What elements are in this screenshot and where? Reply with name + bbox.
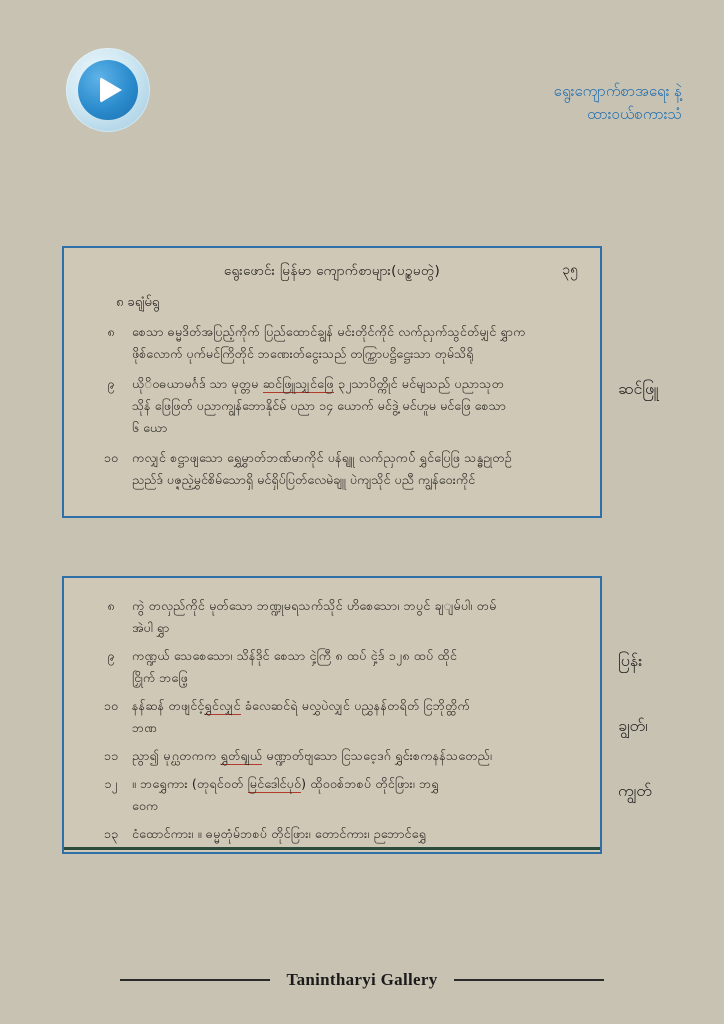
footer-divider-left [120, 979, 270, 981]
margin-annotation-chut: ချွတ်၊ [618, 716, 648, 735]
line-continuation: ညည်ဒ် ပဇ္ဍညဲ့မွှင်စိမ်သောရှိ မင်ရှိပ်ပြတ်လေမဲချူ ပဲကျသိုင် ပညီ ကျွန်ဝေးကိုင် [132, 472, 476, 487]
line-text-after: ၃၂သာပိတ္ကိုင် မင်မျသည် ပညာသုတ [333, 376, 504, 391]
line-text-before: ။ ဘရွှေကား (တုရင်ဝတ် [132, 776, 248, 791]
page-title [554, 80, 682, 127]
line-text-after: ) ထိုဝဝစ်ဘစပ် တိုင်ဖြား၊ ဘရွှ [301, 776, 439, 791]
document-line [94, 824, 586, 844]
line-text [132, 696, 586, 716]
play-triangle-icon [100, 77, 122, 103]
line-text: ကဏ္ဍယ် သေစေသော၊ သိန်ဒိုင် စေသာ ငှဲ့ကြီ ၈ ထပ် ငှဲ့ဒ် ၁၂၈ ထပ် ထိုင် [132, 648, 457, 663]
document-title: ရွေးဖောင်း မြန်မာ ကျောက်စာများ(ပဉ္စမတွဲ) [223, 263, 441, 279]
footer-gallery-name: Tanintharyi Gallery [286, 970, 438, 989]
line-continuation: ငြှိုက် ဘဖြေ့ [132, 670, 188, 685]
red-underline-annotation: ဆင်ဖြူသျှင်ဖြေ [262, 376, 334, 391]
line-text: စေသာ ဓမ္မဒိတ်အပြည့်ကိုက် ပြည်ထောင်ချွန် မင်းတိုင်ကိုင် လက်ညှက်သွင်တ်မျှင် ရွှာက [132, 324, 526, 339]
panel-1-content [64, 248, 600, 516]
red-underline-annotation: ရွှတ်ရျယ် [220, 748, 263, 763]
red-underline-annotation: ရွှင်လျှင် [204, 698, 241, 713]
footer [0, 970, 724, 990]
line-text-after: မဏ္ဍာတ်ဗျသော ငြသငေ့ဒဂ် ရွှင်းစကနန်သတေည်၊ [262, 748, 493, 763]
line-text [132, 746, 586, 766]
document-page-number: ၃၅ [562, 262, 578, 278]
margin-annotation-kyut: ကျွတ် [618, 781, 652, 800]
page-title-line-1: ရွေးကျောက်စာအရေး နဲ့ [553, 82, 682, 100]
document-line [94, 696, 586, 716]
line-number: ၉ [107, 376, 115, 391]
document-line [94, 646, 586, 666]
red-underline-annotation: မြင်ဒေါင်ပုဝ် [247, 776, 302, 791]
line-continuation: သိုန် ဖြေဖြတ် ပညာကျွန်ဘောနိုင်မ် ပညာ ၁၄ ယောက် မင်ဒွဲ့ မင်ဟူမ မင်ဖြေ စေသာ [132, 398, 506, 413]
panel-2-content [64, 578, 600, 852]
line-text [132, 374, 586, 394]
line-number: ၈ [107, 324, 115, 339]
page-title-line-2: ထားဝယ်စကားသံ [586, 105, 682, 124]
line-continuation: ဝေက [132, 798, 159, 813]
line-number: ၁၀ [103, 450, 119, 465]
line-text-before: ယိုိဝဓယာမင်္ဂဒ် သာ မုတ္တမ [132, 376, 263, 391]
margin-annotation-sin-hpyu: ဆင်ဖြူ [618, 379, 659, 398]
margin-annotation-pyan: ပြန်း [618, 651, 643, 670]
line-number: ၁၃ [103, 826, 119, 841]
line-text-before: ညွာ၍ မုဂ္ဃတကက [132, 748, 221, 763]
line-number: ၁၂ [104, 776, 118, 791]
line-number: ၈ [107, 598, 115, 613]
line-number: ၁၁ [103, 748, 119, 763]
footer-divider-right [454, 979, 604, 981]
line-text-before: နန်ဆန် တဖျင်င့် [132, 698, 205, 713]
scanned-page-panel-1 [62, 246, 602, 518]
document-subtitle: ၈ ခရျံမ်ရွ [116, 295, 160, 310]
line-continuation: အဲပါ ရွှာ [132, 620, 170, 635]
document-line [94, 774, 586, 794]
panel-bottom-divider [64, 847, 600, 850]
line-text [132, 774, 586, 794]
play-button-circle-icon [78, 60, 138, 120]
scanned-page-panel-2 [62, 576, 602, 854]
line-number: ၉ [107, 648, 115, 663]
line-text-after: ခံလေဆင်ရဲ မလွှပဲလျှင် ပညွှနန်တရိတ် ငြဘိုတ္ထိက် [240, 698, 470, 713]
line-continuation: ဘဏ [132, 720, 157, 735]
document-line [94, 374, 586, 394]
line-number: ၁၀ [103, 698, 119, 713]
line-text: ကွဲ တလှည်ကိုင် မုတ်သော ဘဏ္ဍုမရသက်သိုင် ဟိစေသော၊ ဘပွင် ချျမ်ပါ၊ တမ် [132, 598, 497, 613]
document-line [94, 322, 586, 342]
document-line [94, 746, 586, 766]
document-line [94, 596, 586, 616]
logo [66, 48, 150, 132]
line-continuation: ဖိုစ်လောက် ပုက်မင်ကြိတိုင် ဘဏေးတ်ငွေးသည် တက္ကြာပဋ္ဌိဋ္ဌေးသာ တုမ်သိရို [132, 346, 474, 361]
line-text: ငံထောင်ကား၊ ။ ဓမ္မတုံမ်ဘစပ် တိုင်ဖြား၊ တောင်ကား၊ ဉဘောင်ရွှေ [132, 826, 427, 841]
document-line [94, 448, 586, 468]
line-continuation: ၆ ယော [132, 420, 168, 435]
line-text: ကလျှင် စဋ္ဌာဖျသော ရွှေမွှာတ်ဘဏ်မာကိုင် ပန်ရျူ လက်ညှကပ်် ရွှင်ပြေဖြ သန္ဓဥုတဉ် [132, 450, 512, 465]
